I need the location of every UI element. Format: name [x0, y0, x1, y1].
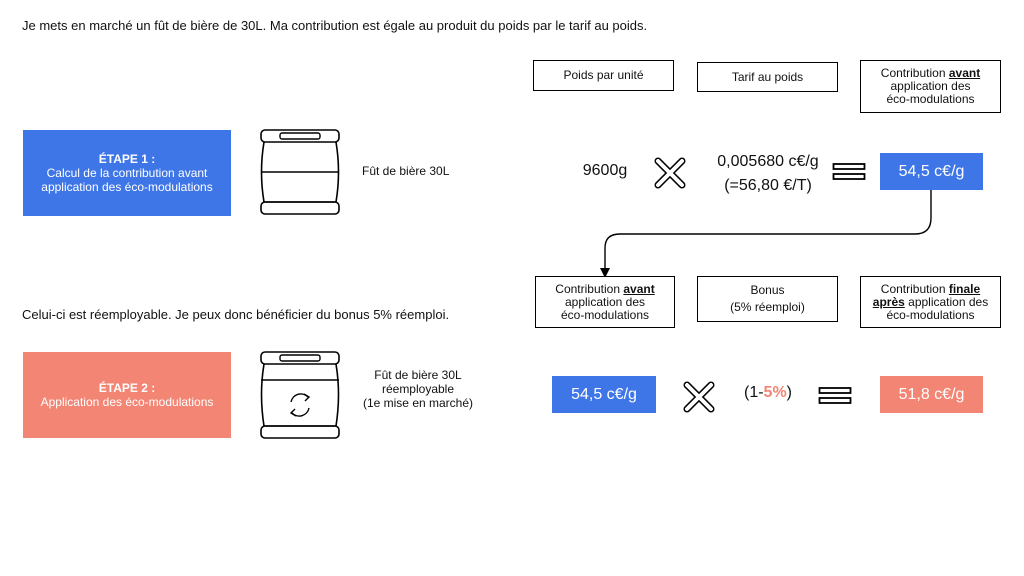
step2-line1: Application des éco-modulations	[40, 395, 214, 409]
header2-contribution-final: Contribution finale après application des éco-modulations	[860, 276, 1001, 328]
intro-text: Je mets en marché un fût de bière de 30L. Ma contribution est égale au produit du poids par le tarif au poids.	[22, 18, 648, 33]
multiply-icon-2	[683, 381, 715, 413]
step2-result: 51,8 c€/g	[880, 376, 983, 413]
tariff-line2: (=56,80 €/T)	[724, 177, 812, 194]
tariff-line1: 0,005680 c€/g	[717, 153, 819, 170]
header2-bonus: Bonus (5% réemploi)	[697, 276, 838, 322]
step2-title: ÉTAPE 2 :	[98, 381, 156, 395]
step2-box	[23, 352, 231, 438]
header-contribution-before: Contribution avant application des éco-modulations	[860, 60, 1001, 113]
header2-contribution-before: Contribution avant application des éco-modulations	[535, 276, 675, 328]
reusable-keg-icon	[258, 350, 342, 440]
step1-title: ÉTAPE 1 :	[98, 152, 156, 166]
equals-icon-2	[818, 386, 852, 406]
multiply-icon	[654, 157, 686, 189]
step1-result: 54,5 c€/g	[880, 153, 983, 190]
step1-box	[23, 130, 231, 216]
step2-product: Fût de bière 30L réemployable (1e mise en marché)	[362, 368, 474, 410]
bonus-factor: (1-5%)	[743, 384, 792, 401]
step1-line1: Calcul de la contribution avant	[46, 166, 208, 180]
header-weight: Poids par unité	[533, 60, 674, 91]
reuse-note: Celui-ci est réemployable. Je peux donc bénéficier du bonus 5% réemploi.	[22, 307, 450, 322]
step1-product: Fût de bière 30L	[362, 164, 450, 178]
header-tariff: Tarif au poids	[697, 62, 838, 92]
step2-input: 54,5 c€/g	[552, 376, 656, 413]
connector-arrow	[595, 188, 940, 284]
bonus-percent: 5%	[763, 384, 787, 401]
weight-value: 9600g	[582, 162, 628, 179]
equals-icon	[832, 162, 866, 182]
keg-icon	[258, 128, 342, 216]
step1-line2: application des éco-modulations	[41, 180, 213, 194]
